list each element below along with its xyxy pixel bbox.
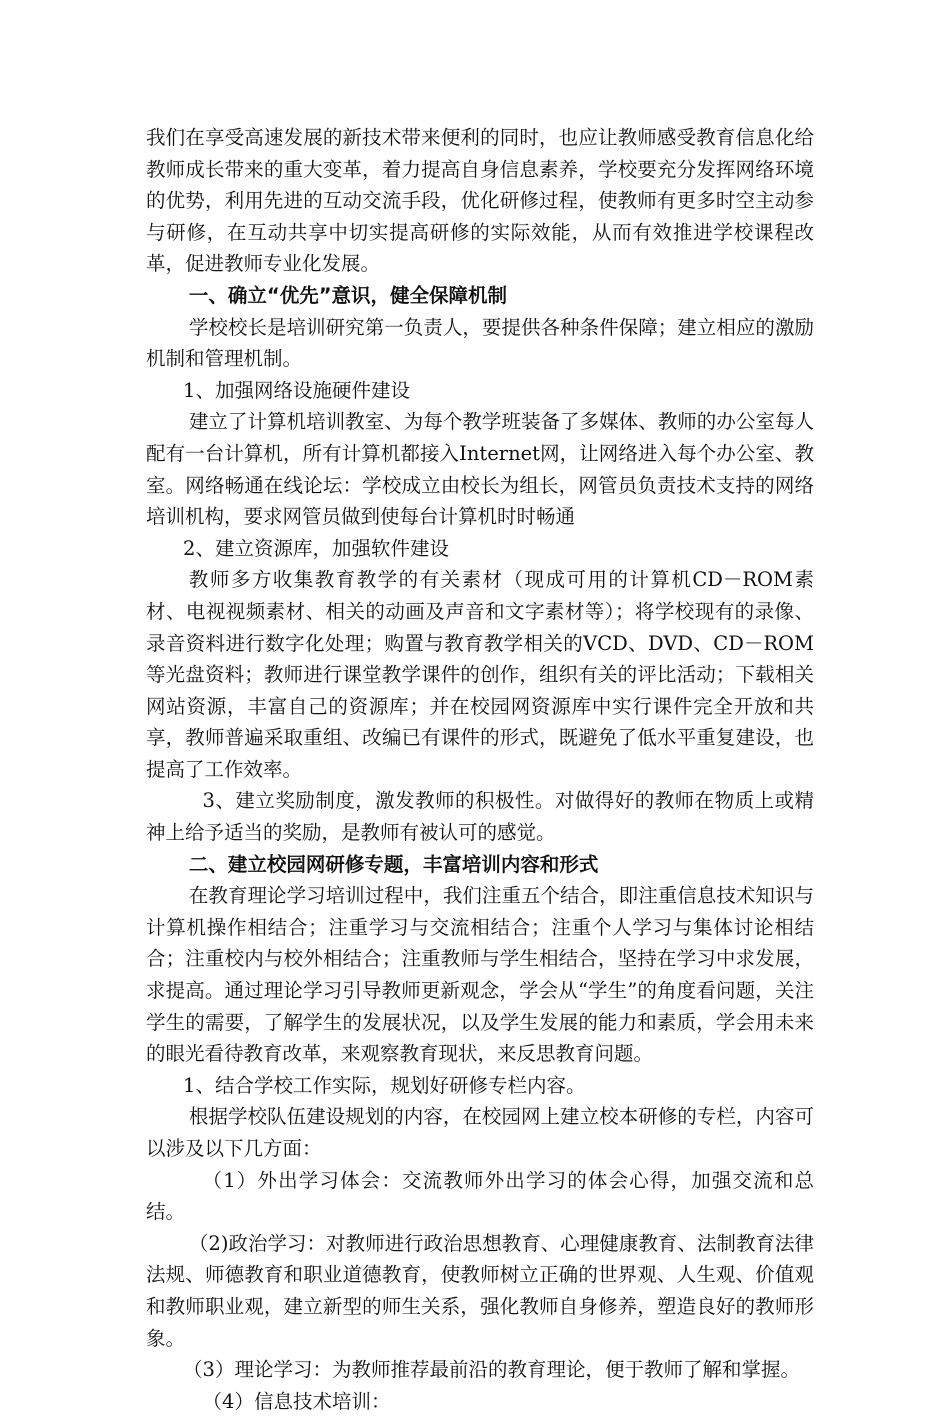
paragraph-resource-library: 教师多方收集教育教学的有关素材（现成可用的计算机CD－ROM素材、电视视频素材、相关的动画及声音和文字素材等）；将学校现有的录像、录音资料进行数字化处理；购置与教育教学相关的VCD、DVD、CD－ROM等光盘资料；教师进行课堂教学课件的创作，组织有关的评比活动；下载相关网站资源，丰富自己的资源库；并在校园网资源库中实行课件完全开放和共享，教师普遍采取重组、改编已有课件的形式，既避免了低水平重复建设，也提高了工作效率。 bbox=[146, 568, 814, 781]
list-item-it-training: （4）信息技术培训： bbox=[202, 1389, 391, 1413]
subheading-plan-columns: 1、结合学校工作实际，规划好研修专栏内容。 bbox=[183, 1073, 586, 1097]
subheading-hardware: 1、加强网络设施硬件建设 bbox=[183, 378, 410, 402]
list-item-study-abroad: （1）外出学习体会：交流教师外出学习的体会心得，加强交流和总结。 bbox=[146, 1168, 814, 1224]
list-item-theory-study: （3）理论学习：为教师推荐最前沿的教育理论，便于教师了解和掌握。 bbox=[183, 1358, 800, 1382]
subheading-resource-library: 2、建立资源库，加强软件建设 bbox=[183, 536, 449, 560]
paragraph-column-contents: 根据学校队伍建设规划的内容，在校园网上建立校本研修的专栏，内容可以涉及以下几方面： bbox=[146, 1105, 814, 1160]
paragraph-reward-system: 3、建立奖励制度，激发教师的积极性。对做得好的教师在物质上或精神上给予适当的奖励，是教师有被认可的感觉。 bbox=[146, 789, 814, 845]
list-item-political-study: （2)政治学习：对教师进行政治思想教育、心理健康教育、法制教育法律法规、师德教育和职业道德教育，使教师树立正确的世界观、人生观、价值观和教师职业观，建立新型的师生关系，强化教师自身修养，塑造良好的教师形象。 bbox=[146, 1231, 814, 1350]
paragraph-hardware: 建立了计算机培训教室、为每个教学班装备了多媒体、教师的办公室每人配有一台计算机，所有计算机都接入Internet网，让网络进入每个办公室、教室。网络畅通在线论坛：学校成立由校长为组长，网管员负责技术支持的网络培训机构，要求网管员做到使每台计算机时时畅通 bbox=[146, 410, 814, 529]
document-page bbox=[146, 122, 814, 1417]
paragraph-intro: 我们在享受高速发展的新技术带来便利的同时，也应让教师感受教育信息化给教师成长带来的重大变革，着力提高自身信息素养，学校要充分发挥网络环境的优势，利用先进的互动交流手段，优化研修过程，使教师有更多时空主动参与研修，在互动共享中切实提高研修的实际效能，从而有效推进学校课程改革，促进教师专业化发展。 bbox=[146, 126, 814, 276]
paragraph-principal-responsibility: 学校校长是培训研究第一负责人，要提供各种条件保障；建立相应的激励机制和管理机制。 bbox=[146, 315, 814, 371]
paragraph-five-combinations: 在教育理论学习培训过程中，我们注重五个结合，即注重信息技术知识与计算机操作相结合；注重学习与交流相结合；注重个人学习与集体讨论相结合；注重校内与校外相结合；注重教师与学生相结合，坚持在学习中求发展，求提高。通过理论学习引导教师更新观念，学会从“学生”的角度看问题，关注学生的需要，了解学生的发展状况，以及学生发展的能力和素质，学会用未来的眼光看待教育改革，来观察教育现状，来反思教育问题。 bbox=[146, 884, 814, 1066]
section-heading-1: 一、确立“优先”意识，健全保障机制 bbox=[188, 283, 508, 307]
section-heading-2: 二、建立校园网研修专题，丰富培训内容和形式 bbox=[188, 852, 599, 876]
